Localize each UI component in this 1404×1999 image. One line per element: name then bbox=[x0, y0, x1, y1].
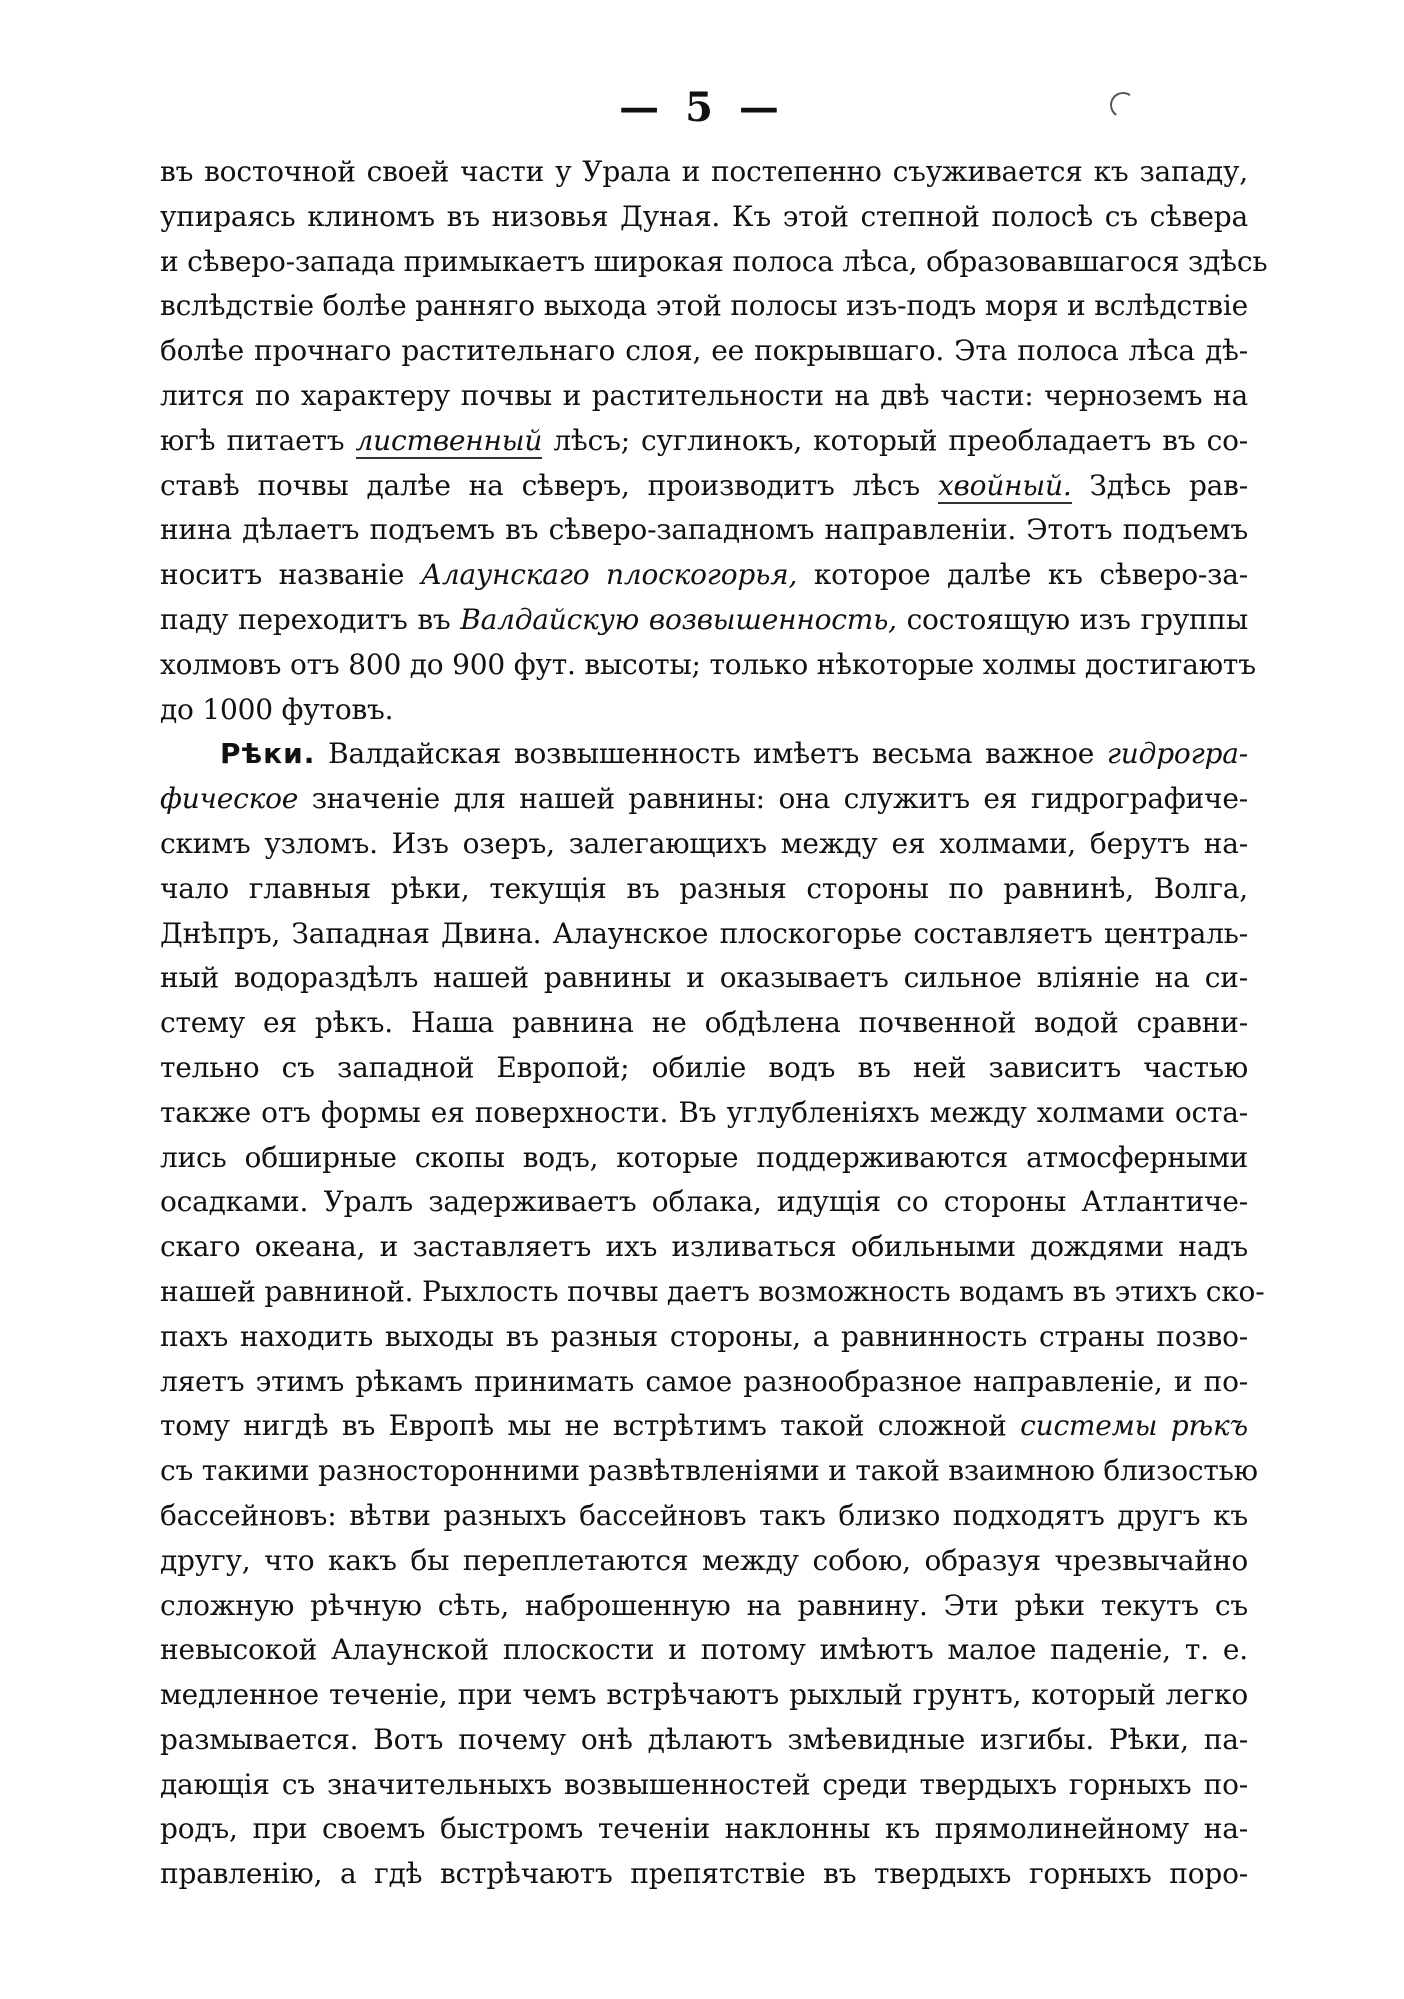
text-line: дающія съ значительныхъ возвышенностей среди твердыхъ горныхъ по- bbox=[160, 1767, 1248, 1801]
text-line: размывается. Вотъ почему онѣ дѣлаютъ змѣевидные изгибы. Рѣки, па- bbox=[160, 1722, 1248, 1756]
text-line: нашей равниной. Рыхлость почвы даетъ возможность водамъ въ этихъ ско- bbox=[160, 1274, 1265, 1308]
text-line: ный водораздѣлъ нашей равнины и оказываетъ сильное вліяніе на си- bbox=[160, 961, 1248, 995]
text-line: вслѣдствіе болѣе ранняго выхода этой полосы изъ-подъ моря и вслѣдствіе bbox=[160, 289, 1248, 323]
italic-term: хвойный. bbox=[937, 468, 1072, 502]
text-line bbox=[160, 1404, 1248, 1449]
text-line: до 1000 футовъ. bbox=[160, 692, 394, 726]
text-run: паду переходитъ въ bbox=[160, 602, 461, 636]
text-run: Валдайская возвышенность имѣетъ весьма важное bbox=[315, 737, 1107, 771]
text-line: съ такими разносторонними развѣтвленіями и такой взаимною близостью bbox=[160, 1454, 1258, 1488]
text-line: родъ, при своемъ быстромъ теченіи наклонны къ прямолинейному на- bbox=[160, 1812, 1248, 1846]
text-line: осадками. Уралъ задерживаетъ облака, идущія со стороны Атлантиче- bbox=[160, 1185, 1248, 1219]
text-line: другу, что какъ бы переплетаются между собою, образуя чрезвычайно bbox=[160, 1543, 1248, 1577]
text-run: Здѣсь рав- bbox=[1071, 468, 1248, 502]
text-line: скаго океана, и заставляетъ ихъ изливаться обильными дождями надъ bbox=[160, 1230, 1248, 1264]
text-line: чало главныя рѣки, текущія въ разныя стороны по равнинѣ, Волга, bbox=[160, 871, 1248, 905]
italic-term: Валдайскую возвышенность, bbox=[460, 602, 897, 636]
text-run: которое далѣе къ сѣверо-за- bbox=[797, 558, 1248, 592]
text-line bbox=[160, 464, 1248, 509]
text-run: носитъ названіе bbox=[160, 558, 421, 592]
italic-term: лиственный bbox=[355, 423, 543, 457]
text-line: тельно съ западной Европой; обиліе водъ въ ней зависитъ частью bbox=[160, 1050, 1248, 1084]
text-line: Днѣпръ, Западная Двина. Алаунское плоскогорье составляетъ централь- bbox=[160, 916, 1248, 950]
text-run: лѣсъ; суглинокъ, который преобладаетъ въ со- bbox=[542, 423, 1248, 457]
page-number: — 5 — bbox=[619, 84, 785, 131]
italic-term: Алаунскаго плоскогорья, bbox=[420, 558, 798, 592]
text-line: скимъ узломъ. Изъ озеръ, залегающихъ между ея холмами, берутъ на- bbox=[160, 826, 1248, 860]
text-line: и сѣверо-запада примыкаетъ широкая полоса лѣса, образовавшагося здѣсь bbox=[160, 244, 1268, 278]
text-line: бассейновъ: вѣтви разныхъ бассейновъ такъ близко подходятъ другъ къ bbox=[160, 1498, 1248, 1532]
text-line: болѣе прочнаго растительнаго слоя, ее покрывшаго. Эта полоса лѣса дѣ- bbox=[160, 334, 1248, 368]
text-line bbox=[160, 777, 1248, 822]
text-run: состоящую изъ группы bbox=[896, 602, 1248, 636]
italic-term: фическое bbox=[160, 782, 299, 816]
body-text bbox=[160, 150, 1268, 1897]
text-line: ляетъ этимъ рѣкамъ принимать самое разнообразное направленіе, и по- bbox=[160, 1364, 1248, 1398]
text-line: невысокой Алаунской плоскости и потому имѣютъ малое паденіе, т. е. bbox=[160, 1633, 1248, 1667]
text-line: лись обширные скопы водъ, которые поддерживаются атмосферными bbox=[160, 1140, 1248, 1174]
text-line: лится по характеру почвы и растительности на двѣ части: черноземъ на bbox=[160, 378, 1248, 412]
text-line: нина дѣлаетъ подъемъ въ сѣверо-западномъ направленіи. Этотъ подъемъ bbox=[160, 513, 1248, 547]
section-heading: Рѣки. bbox=[220, 737, 316, 771]
text-line: пахъ находить выходы въ разныя стороны, а равнинность страны позво- bbox=[160, 1319, 1248, 1353]
italic-term: системы рѣкъ bbox=[1020, 1409, 1248, 1443]
text-run: значеніе для нашей равнины: она служитъ ея гидрографиче- bbox=[298, 782, 1248, 816]
text-line bbox=[160, 732, 1248, 777]
text-run: ставѣ почвы далѣе на сѣверъ, производитъ лѣсъ bbox=[160, 468, 938, 502]
text-line: холмовъ отъ 800 до 900 фут. высоты; только нѣкоторые холмы достигаютъ bbox=[160, 647, 1256, 681]
text-line: медленное теченіе, при чемъ встрѣчаютъ рыхлый грунтъ, который легко bbox=[160, 1678, 1248, 1712]
text-line bbox=[160, 419, 1248, 464]
text-run: югѣ питаетъ bbox=[160, 423, 356, 457]
text-line: стему ея рѣкъ. Наша равнина не обдѣлена почвенной водой сравни- bbox=[160, 1006, 1248, 1040]
italic-term: гидрогра- bbox=[1106, 737, 1248, 771]
text-line: сложную рѣчную сѣть, наброшенную на равнину. Эти рѣки текутъ съ bbox=[160, 1588, 1248, 1622]
text-line: въ восточной своей части у Урала и постепенно съуживается къ западу, bbox=[160, 155, 1248, 188]
text-line: правленію, а гдѣ встрѣчаютъ препятствіе въ твердыхъ горныхъ поро- bbox=[160, 1857, 1248, 1891]
text-line: также отъ формы ея поверхности. Въ углубленіяхъ между холмами оста- bbox=[160, 1095, 1248, 1129]
text-line bbox=[160, 598, 1248, 643]
text-line: упираясь клиномъ въ низовья Дуная. Къ этой степной полосѣ съ сѣвера bbox=[160, 199, 1248, 233]
text-line bbox=[160, 553, 1248, 598]
text-run: тому нигдѣ въ Европѣ мы не встрѣтимъ такой сложной bbox=[160, 1409, 1021, 1443]
